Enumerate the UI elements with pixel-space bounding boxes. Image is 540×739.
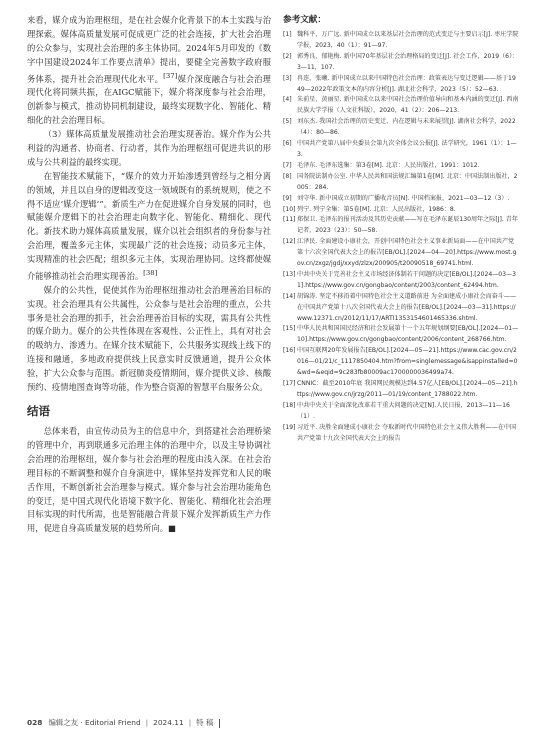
reference-item: [2] 郭秀良，郁艳梅. 新中国70年基层社会治理格局的变迁[J]. 社会工作，2019（6）：3—11，107. [283, 52, 519, 71]
reference-item: [10] 列宁. 列宁全集：第5卷[M]. 北京：人民出版社，1986：8. [283, 205, 456, 213]
citation-mark: [37] [163, 71, 178, 80]
page-footer [27, 716, 522, 730]
reference-item: [11] 郑保卫. 毛泽东的报刊活动及其历史贡献——写在毛泽东诞辰130周年之际[J]. 青年记者，2023（23）：50—58. [283, 216, 518, 235]
reference-item: [9] 刘守华. 新中国成立初期的广播收音员[N]. 中国档案报，2021—03—12（3）. [283, 194, 510, 202]
reference-item: [19] 习近平. 决胜全面建成小康社会 夺取新时代中国特色社会主义伟大胜利——在中国共产党第十九次全国代表大会上的报告 [283, 423, 517, 442]
reference-item: [12] 江泽民. 全面建设小康社会，开创中国特色社会主义事业新局面——在中国共产党第十六次全国代表大会上的报告[EB/OL].[2024—04—20].https://www.most.gov.cn/zxgz/jgdj/xxyd/zlzx/200905/t20090518_69741.html. [283, 238, 517, 268]
references-column [283, 14, 519, 710]
reference-item: [6] 中国共产党第八届中央委员会第九次全体会议公报[J]. 法学研究，1961（1）：1—3. [283, 140, 517, 158]
section-name: 特 稿 [196, 718, 214, 727]
reference-item: [18] 中共中央关于全面深化改革若干重大问题的决定[N].人民日报，2013—11—16（1）. [283, 401, 510, 420]
references-heading: 参考文献： [283, 15, 326, 25]
citation-mark: [38] [143, 269, 158, 278]
footer-end-bar [219, 719, 220, 728]
reference-item: [17] CNNIC：截至2010年底 我国网民规模达到4.57亿人[EB/OL].[2024—05—21].https://www.gov.cn/jrzg/2011—01/19/content_1788022.htm. [283, 380, 518, 398]
reference-list [283, 30, 519, 444]
reference-item: [1] 魏科平，万广远. 新中国成立以来基层社会治理的范式变迁与主要启示[J]. 枣庄学院学报，2023，40（1）：91—97. [283, 31, 519, 49]
reference-item: [7] 毛泽东. 毛泽东选集：第3卷[M]. 北京：人民出版社，1991：1012. [283, 161, 480, 169]
conclusion-paragraph: 总体来看，由宣传动员为主的信息中介，到搭建社会治理桥梁的管理中介，再到联通多元治理主体的治理中介，以及主导协调社会治理的治理枢纽，媒介参与社会治理的程度由浅入深。在社会治理目标的不断调整和媒介自身演进中，媒体坚持发挥党和人民的喉舌作用，不断创新社会治理参与模式。媒介参与社会治理功能角色的变迁，是中国式现代化语境下数字化、智能化、精细化社会治理目标实现的时代所需，也是智能融合背景下媒介发挥新质生产力作用，促进自身高质量发展的趋势所向。■ [27, 426, 271, 534]
issue-number: 2024.11 [153, 718, 184, 727]
reference-item: [15] 中华人民共和国国民经济和社会发展第十一个五年规划纲要[EB/OL].[2024—01—10].https://www.gov.cn/gongbao/content/2006/content_268766.htm. [283, 325, 519, 344]
conclusion-heading: 结语 [27, 404, 50, 418]
article-body-left-column [27, 14, 271, 704]
journal-name: 编辑之友 · Editorial Friend [48, 718, 141, 727]
body-paragraph: 来看，媒介成为治理枢纽，是在社会媒介化背景下的本土实践与治理探索。媒体高质量发展可促成更广泛的社会连接，扩大社会治理的公众参与，实现社会治理的多主体协同。2024年5月印发的《数字中国建设2024年工作要点清单》提出，要健全完善数字政府服务体系，提升社会治理现代化水平。[37]媒介深度融合与社会治理现代化将同频共振，在AIGC赋能下，媒介将深度参与社会治理，创新参与模式，推动协同机制建设，最终实现数字化、智能化、精细化的社会治理目标。 [27, 15, 271, 126]
end-mark-icon: ■ [168, 523, 176, 534]
body-paragraph: 媒介的公共性，促使其作为治理枢纽推动社会治理善治目标的实现。社会治理具有公共属性，公众参与是社会治理的重点，公共事务是社会治理的抓手，社会治理善治目标的实现，需具有公共性的媒介助力。媒介的公共性体现在客观性、公正性上，具有对社会的吸纳力、渗透力。在媒介技术赋能下，公共服务实现线上线下的连接和融通，多地政府提供线上民意实时反馈通道，提升公众体验，扩大公众参与范围。新冠肺炎疫情期间，媒介提供义诊、核酸预约、疫情地图查询等功能，作为整合资源的智慧平台服务公众。 [27, 284, 271, 393]
footer-separator: | [188, 718, 192, 727]
reference-item: [13] 中共中央关于完善社会主义市场经济体制若干问题的决定[EB/OL].[2024—03—31].https://www.gov.cn/gongbao/content/2003/content_62494.htm. [283, 270, 517, 289]
body-paragraph: 在智能技术赋能下，“媒介的效力开始渗透到曾经与之相分离的领域，并且以自身的逻辑改变这一领域既有的系统规则，使之不得不适应‘媒介逻辑’”。新质生产力在促进媒介自身发展的同时，也赋能媒介逻辑下的社会治理走向数字化、智能化、精细化、现代化。新技术助力媒体高质量发展，媒介以社会组织者的身份参与社会治理，覆盖多元主体，实现最广泛的社会连接；动员多元主体，实现精准的社会匹配；组织多元主体，实现治理协同。这终都使媒介能够推动社会治理实现善治。[38] [27, 170, 271, 281]
reference-item: [4] 朱前星，黄丽星. 新中国成立以来中国社会治理价值导向和基本内涵的变迁[J]. 西南民族大学学报（人文社科版），2020，41（2）：206—213. [283, 96, 519, 115]
reference-item: [8] 国务院法制办公室. 中华人民共和国法规汇编第1卷[M]. 北京：中国法制出版社，2005：284. [283, 172, 518, 191]
reference-item: [14] 胡锦涛. 坚定不移沿着中国特色社会主义道路前进 为全面建成小康社会而奋斗——在中国共产党第十八次全国代表大会上的报告[EB/OL].[2024—03—31].https://www.12371.cn/2012/11/17/ARTI1353154601465336.shtml. [283, 292, 517, 322]
page-number: 028 [27, 718, 43, 727]
footer-separator: | [145, 718, 149, 727]
body-paragraph: （3）媒体高质量发展推动社会治理实现善治。媒介作为公共利益的沟通者、协商者、行动者，其作为治理枢纽可促进共识的形成与公共利益的最终实现。 [27, 129, 271, 167]
reference-item: [16] 中国互联网20年发展报告[EB/OL].[2024—05—21].https://www.cac.gov.cn/2016—01/21/c_1117850404.htm?from=singlemessage&isappinstalled=0&wd=&eqid=9c283fb80009ac1700000036499a74. [283, 347, 518, 377]
reference-item: [3] 冉连，张曦. 新中国成立以来中国特色社会治理：政策表达与变迁逻辑——基于1949—2022年政策文本的内容分析[J]. 湖北社会科学，2023（5）：52—63. [283, 74, 516, 93]
reference-item: [5] 刘东杰. 我国社会治理的历史变迁、内在逻辑与未来展望[J]. 湖南社会科学，2022（4）：80—86. [283, 118, 516, 137]
